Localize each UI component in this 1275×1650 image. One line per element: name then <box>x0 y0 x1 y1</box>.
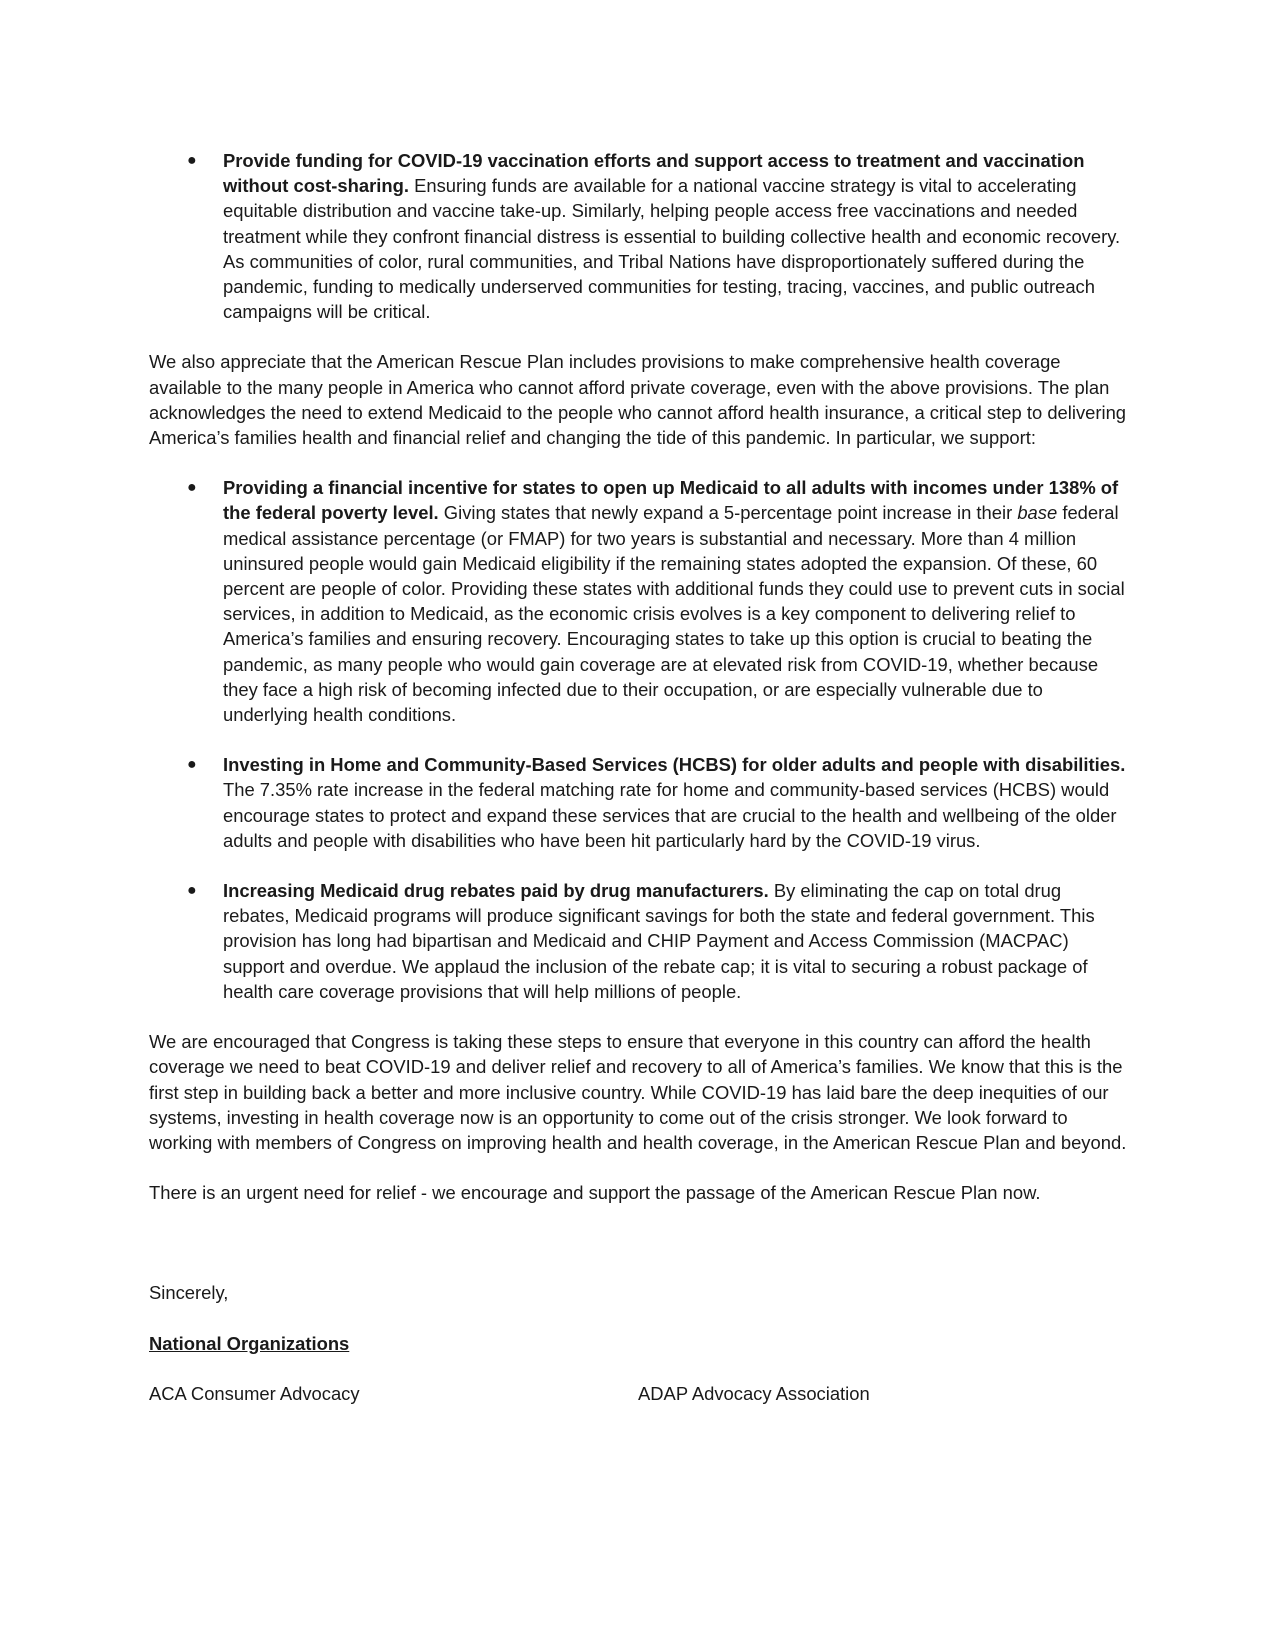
bullet-body-text: The 7.35% rate increase in the federal matching rate for home and community-based services (HCBS) would encourage states to protect and expand these services that are crucial to the health and wellbeing of the older adults and people with disabilities who have been hit particularly hard by the COVID-19 virus. <box>223 779 1117 851</box>
organization-name: ADAP Advocacy Association <box>638 1382 870 1404</box>
closing-salutation: Sincerely, <box>149 1282 229 1304</box>
list-item <box>149 475 1127 727</box>
bullet-body-text: Giving states that newly expand a 5-percentage point increase in their <box>443 502 1013 524</box>
bullet-icon: ● <box>187 882 197 900</box>
bullet-lead-text: Increasing Medicaid drug rebates paid by drug manufacturers. <box>223 880 769 902</box>
bullet-italic-text: base <box>1017 502 1058 524</box>
letter-page <box>149 148 1127 1406</box>
encouraged-paragraph: We are encouraged that Congress is taking these steps to ensure that everyone in this country can afford the health coverage we need to beat COVID-19 and deliver relief and recovery to all of America’s families. We know that this is the first step in building back a better and more inclusive country. While COVID-19 has laid bare the deep inequities of our systems, investing in health coverage now is an opportunity to come out of the crisis stronger. We look forward to working with members of Congress on improving health and health coverage, in the American Rescue Plan and beyond. <box>149 1031 1127 1153</box>
list-item <box>149 878 1127 1004</box>
organization-name: ACA Consumer Advocacy <box>149 1382 360 1404</box>
bullet-icon: ● <box>187 756 197 774</box>
bullet-body-text: Ensuring funds are available for a national vaccine strategy is vital to accelerating equitable distribution and vaccine take-up. Similarly, helping people access free vaccinations and needed treatment while they confront financial distress is essential to building collective health and economic recovery. As communities of color, rural communities, and Tribal Nations have disproportionately suffered during the pandemic, funding to medically underserved communities for testing, tracing, vaccines, and public outreach campaigns will be critical. <box>223 175 1121 323</box>
bullet-body-text: By eliminating the cap on total drug rebates, Medicaid programs will produce significant savings for both the state and federal government. This provision has long had bipartisan and Medicaid and CHIP Payment and Access Commission (MACPAC) support and overdue. We applaud the inclusion of the rebate cap; it is vital to securing a robust package of health care coverage provisions that will help millions of people. <box>223 880 1095 1002</box>
section-heading: National Organizations <box>149 1332 350 1354</box>
bullet-lead-text: Providing a financial incentive for states to open up Medicaid to all adults with incomes under 138% of the federal poverty level. <box>223 477 1119 524</box>
bullet-icon: ● <box>187 152 197 169</box>
urgent-paragraph: There is an urgent need for relief - we encourage and support the passage of the American Rescue Plan now. <box>149 1182 1041 1204</box>
bullet-body-text: federal medical assistance percentage (or FMAP) for two years is substantial and necessary. More than 4 million uninsured people would gain Medicaid eligibility if the remaining states adopted the expansion. Of these, 60 percent are people of color. Providing these states with additional funds they could use to prevent cuts in social services, in addition to Medicaid, as the economic crisis evolves is a key component to delivering relief to America’s families and ensuring recovery. Encouraging states to take up this option is crucial to beating the pandemic, as many people who would gain coverage are at elevated risk from COVID-19, whether because they face a high risk of becoming infected due to their occupation, or are especially vulnerable due to underlying health conditions. <box>223 502 1125 726</box>
list-item <box>149 148 1127 324</box>
list-item <box>149 752 1127 853</box>
organization-row <box>149 1381 1127 1406</box>
bullet-lead-text: Investing in Home and Community-Based Services (HCBS) for older adults and people with disabilities. <box>223 754 1126 776</box>
bullet-lead-text: Provide funding for COVID-19 vaccination efforts and support access to treatment and vaccination without cost-sharing. <box>223 150 1085 197</box>
support-paragraph: We also appreciate that the American Rescue Plan includes provisions to make comprehensive health coverage available to the many people in America who cannot afford private coverage, even with the above provisions. The plan acknowledges the need to extend Medicaid to the people who cannot afford health insurance, a critical step to delivering America’s families health and financial relief and changing the tide of this pandemic. In particular, we support: <box>149 351 1127 449</box>
vaccination-bullet-list <box>149 148 1127 324</box>
bullet-icon: ● <box>187 479 197 497</box>
medicaid-bullet-list <box>149 475 1127 1004</box>
